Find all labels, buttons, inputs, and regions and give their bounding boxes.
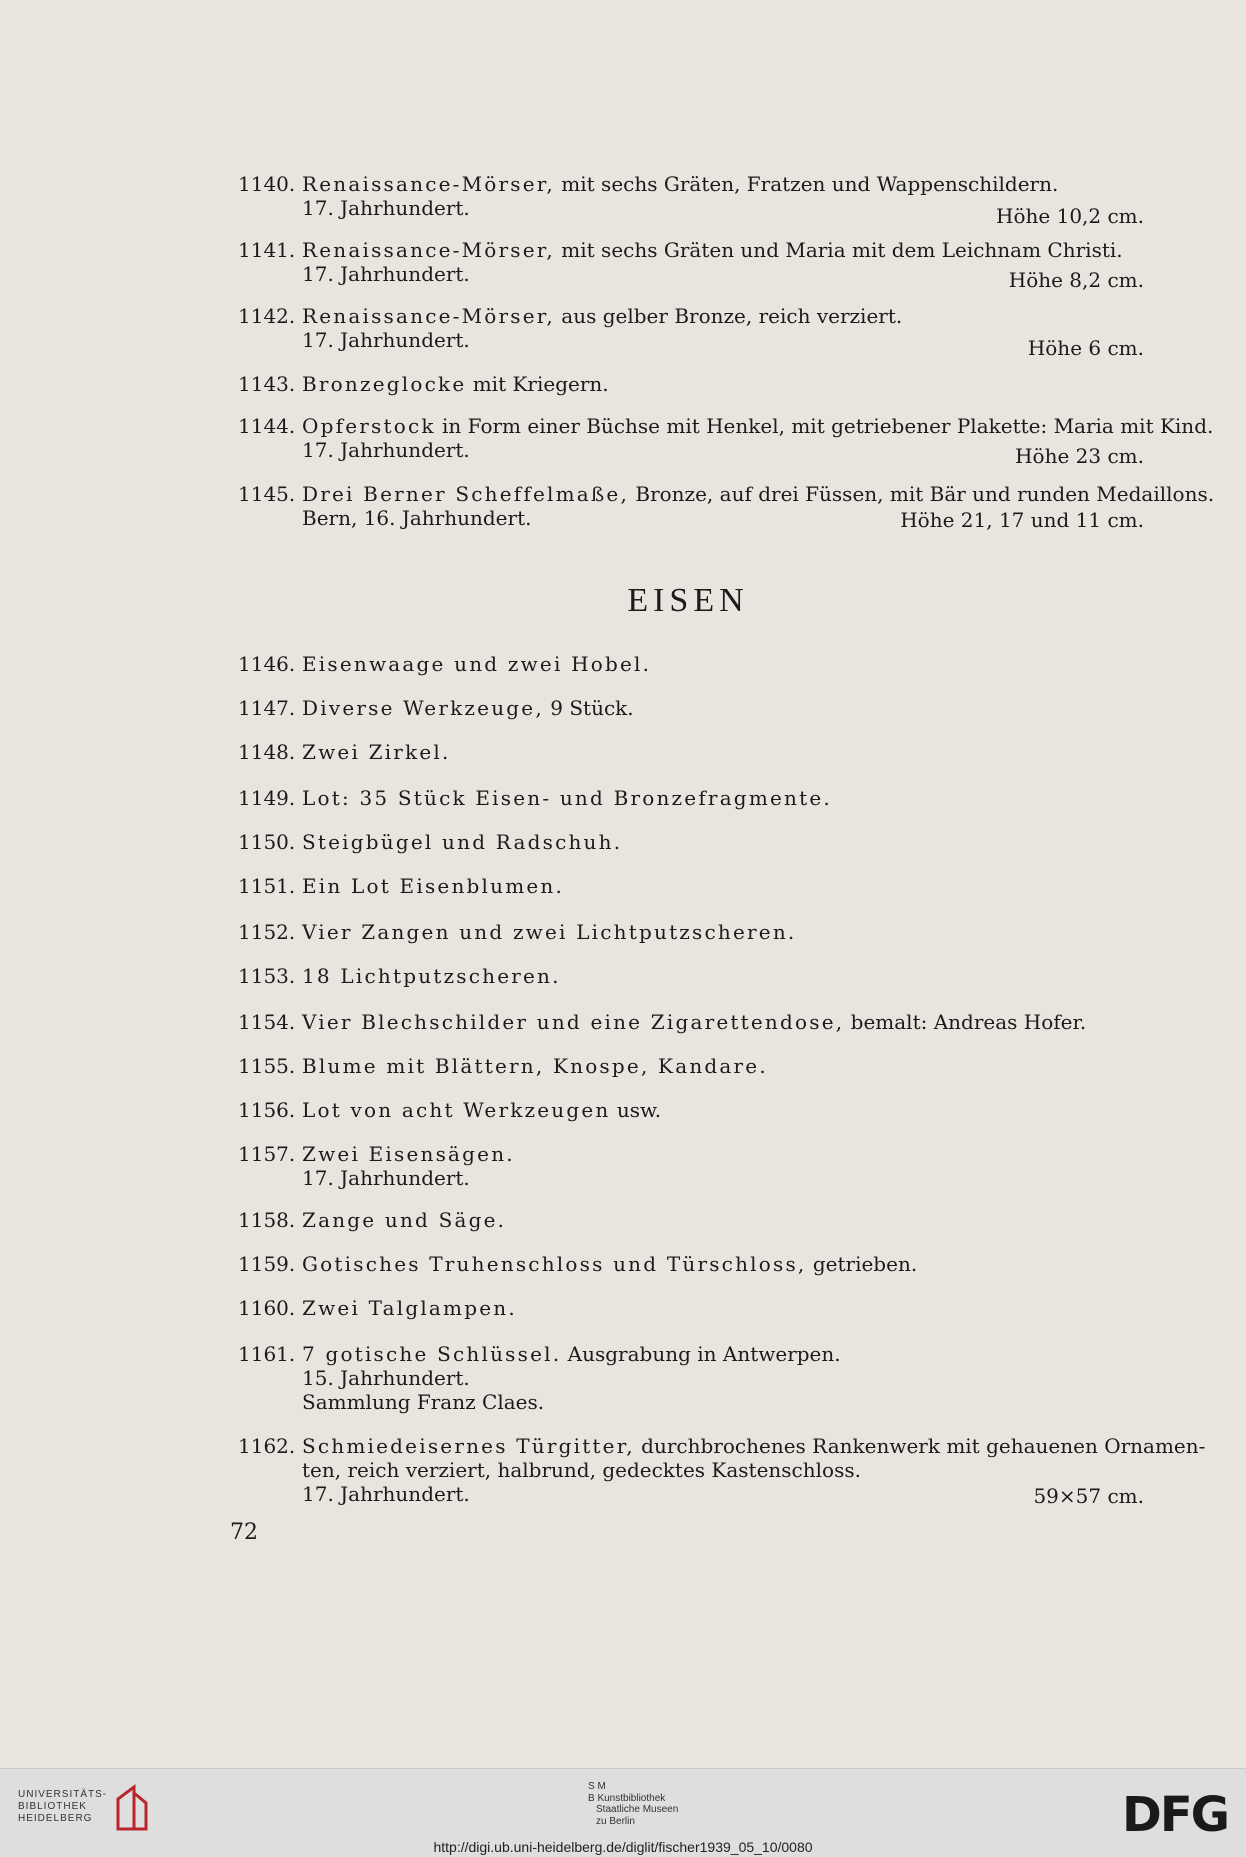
entry-number: 1149. (238, 786, 296, 810)
uni-logo-line: UNIVERSITÄTS- (18, 1789, 108, 1800)
entry-text: mit sechs Gräten, Fratzen und Wappenschildern. (554, 172, 1059, 196)
entry-lead: Opferstock (302, 414, 436, 438)
entry-1147 (238, 696, 1138, 720)
section-heading: EISEN (627, 582, 749, 619)
entry-continuation: ten, reich verziert, halbrund, gedecktes Kastenschloss. (302, 1458, 861, 1482)
entry-1162 (238, 1434, 1206, 1508)
entry-1157 (238, 1142, 1138, 1190)
entry-text: usw. (610, 1098, 662, 1122)
entry-measure: Höhe 8,2 cm. (1008, 268, 1144, 292)
entry-1142 (238, 304, 1144, 360)
entry-title-line (302, 304, 1138, 328)
entry-lead: Vier Zangen und zwei Lichtputzscheren. (302, 920, 797, 944)
entry-lead: Steigbügel und Radschuh. (302, 830, 623, 854)
entry-1152 (238, 920, 1138, 944)
entry-1161 (238, 1342, 1138, 1414)
entry-lead: 18 Lichtputzscheren. (302, 964, 561, 988)
entry-lead: Bronzeglocke (302, 372, 467, 396)
university-library-logo[interactable] (18, 1789, 107, 1825)
entry-1150 (238, 830, 1138, 854)
smb-kunstbibliothek-logo[interactable] (588, 1781, 678, 1827)
entry-title-line (302, 1342, 1138, 1366)
entry-number: 1154. (238, 1010, 296, 1034)
entry-text: Bronze, auf drei Füssen, mit Bär und runden Medaillons. (629, 482, 1215, 506)
entry-1158 (238, 1208, 1138, 1232)
entry-lead: Renaissance-Mörser, (302, 172, 555, 196)
entry-1146 (238, 652, 1138, 676)
entry-lead: Renaissance-Mörser, (302, 238, 555, 262)
entry-date: 17. Jahrhundert. (302, 262, 470, 286)
smb-logo-line: zu Berlin (596, 1815, 635, 1827)
entry-1156 (238, 1098, 1138, 1122)
entry-lead: Zwei Talglampen. (302, 1296, 517, 1320)
footer-bar (0, 1768, 1246, 1857)
entry-title-line (302, 1208, 1138, 1232)
entry-title-line (302, 920, 1138, 944)
entry-text: durchbrochenes Rankenwerk mit gehauenen Ornamen- (634, 1434, 1206, 1458)
entry-title-line (302, 786, 1138, 810)
entry-number: 1151. (238, 874, 296, 898)
entry-number: 1159. (238, 1252, 296, 1276)
page-number: 72 (230, 1520, 258, 1545)
entry-title-line (302, 874, 1138, 898)
entry-date: 17. Jahrhundert. (302, 1482, 470, 1506)
heidelberg-mark-icon (112, 1781, 152, 1835)
entry-title-line (302, 414, 1214, 438)
entry-lead: Zwei Eisensägen. (302, 1142, 515, 1166)
entry-lead: Renaissance-Mörser, (302, 304, 555, 328)
entry-text: in Form einer Büchse mit Henkel, mit getriebener Plakette: Maria mit Kind. (435, 414, 1214, 438)
entry-lead: Zwei Zirkel. (302, 740, 451, 764)
entry-title-line (302, 1296, 1138, 1320)
entry-measure: Höhe 6 cm. (1027, 336, 1144, 360)
entry-text: aus gelber Bronze, reich verziert. (554, 304, 903, 328)
entry-measure: Höhe 21, 17 und 11 cm. (900, 508, 1144, 532)
dfg-logo[interactable]: DFG (1121, 1787, 1228, 1843)
entry-number: 1141. (238, 238, 296, 262)
entry-lead: Lot: 35 Stück Eisen- und Bronzefragmente. (302, 786, 832, 810)
entry-provenance: Sammlung Franz Claes. (302, 1390, 545, 1414)
entry-number: 1157. (238, 1142, 296, 1166)
entry-lead: Eisenwaage und zwei Hobel. (302, 652, 652, 676)
uni-logo-line: HEIDELBERG (18, 1813, 93, 1824)
entry-number: 1148. (238, 740, 296, 764)
entry-text: Ausgrabung in Antwerpen. (561, 1342, 841, 1366)
entry-1141 (238, 238, 1144, 292)
entry-title-line (302, 1434, 1206, 1458)
entry-lead: Blume mit Blättern, Knospe, Kandare. (302, 1054, 768, 1078)
entry-number: 1153. (238, 964, 296, 988)
entry-title-line (302, 172, 1138, 196)
entry-title-line (302, 1252, 1138, 1276)
entry-title-line (302, 1010, 1138, 1034)
entry-date: 17. Jahrhundert. (302, 328, 470, 352)
smb-logo-line: S M (588, 1781, 606, 1792)
entry-1159 (238, 1252, 1138, 1276)
entry-number: 1140. (238, 172, 296, 196)
entry-title-line (302, 964, 1138, 988)
entry-title-line (302, 372, 1138, 396)
entry-lead: 7 gotische Schlüssel. (302, 1342, 562, 1366)
entry-lead: Schmiedeisernes Türgitter, (302, 1434, 635, 1458)
entry-number: 1147. (238, 696, 296, 720)
entry-number: 1161. (238, 1342, 296, 1366)
entry-title-line (302, 482, 1215, 506)
entry-title-line (302, 1098, 1138, 1122)
entry-1148 (238, 740, 1138, 764)
entry-title-line (302, 1054, 1138, 1078)
entry-number: 1162. (238, 1434, 296, 1458)
entry-lead: Ein Lot Eisenblumen. (302, 874, 565, 898)
entry-number: 1145. (238, 482, 296, 506)
entry-text: 9 Stück. (543, 696, 634, 720)
entry-title-line (302, 696, 1138, 720)
entry-1153 (238, 964, 1138, 988)
entry-number: 1150. (238, 830, 296, 854)
entry-1151 (238, 874, 1138, 898)
entry-1140 (238, 172, 1144, 228)
entry-text: mit sechs Gräten und Maria mit dem Leichnam Christi. (554, 238, 1123, 262)
entry-title-line (302, 1142, 1138, 1166)
entry-lead: Vier Blechschilder und eine Zigarettendose, (302, 1010, 845, 1034)
entry-measure: 59×57 cm. (1033, 1484, 1144, 1508)
entry-place-date: Bern, 16. Jahrhundert. (302, 506, 532, 530)
entry-1155 (238, 1054, 1138, 1078)
smb-logo-line: B Kunstbibliothek (588, 1792, 666, 1804)
entry-number: 1160. (238, 1296, 296, 1320)
entry-lead: Lot von acht Werkzeugen (302, 1098, 611, 1122)
permalink-url[interactable]: http://digi.ub.uni-heidelberg.de/diglit/fischer1939_05_10/0080 (433, 1839, 813, 1855)
entry-1154 (238, 1010, 1138, 1034)
entry-number: 1143. (238, 372, 296, 396)
entry-lead: Diverse Werkzeuge, (302, 696, 544, 720)
uni-logo-line: BIBLIOTHEK (18, 1801, 87, 1812)
entry-1149 (238, 786, 1138, 810)
entry-number: 1142. (238, 304, 296, 328)
entry-number: 1156. (238, 1098, 296, 1122)
entry-text: mit Kriegern. (466, 372, 609, 396)
entry-number: 1158. (238, 1208, 296, 1232)
entry-1160 (238, 1296, 1138, 1320)
entry-number: 1152. (238, 920, 296, 944)
entry-measure: Höhe 10,2 cm. (996, 204, 1144, 228)
entry-title-line (302, 740, 1138, 764)
entry-title-line (302, 238, 1138, 262)
entry-date: 17. Jahrhundert. (302, 1166, 470, 1190)
entry-1143 (238, 372, 1138, 396)
entry-number: 1155. (238, 1054, 296, 1078)
entry-date: 17. Jahrhundert. (302, 438, 470, 462)
entry-1144 (238, 414, 1214, 468)
entry-measure: Höhe 23 cm. (1015, 444, 1144, 468)
smb-logo-line: Staatliche Museen (596, 1804, 679, 1815)
entry-lead: Zange und Säge. (302, 1208, 507, 1232)
entry-number: 1146. (238, 652, 296, 676)
entry-title-line (302, 830, 1138, 854)
entry-lead: Drei Berner Scheffelmaße, (302, 482, 630, 506)
entry-1145 (238, 482, 1215, 532)
entry-date: 17. Jahrhundert. (302, 196, 470, 220)
entry-text: bemalt: Andreas Hofer. (844, 1010, 1087, 1034)
entry-title-line (302, 652, 1138, 676)
entry-number: 1144. (238, 414, 296, 438)
entry-lead: Gotisches Truhenschloss und Türschloss, (302, 1252, 807, 1276)
entry-text: getrieben. (806, 1252, 918, 1276)
entry-date: 15. Jahrhundert. (302, 1366, 470, 1390)
